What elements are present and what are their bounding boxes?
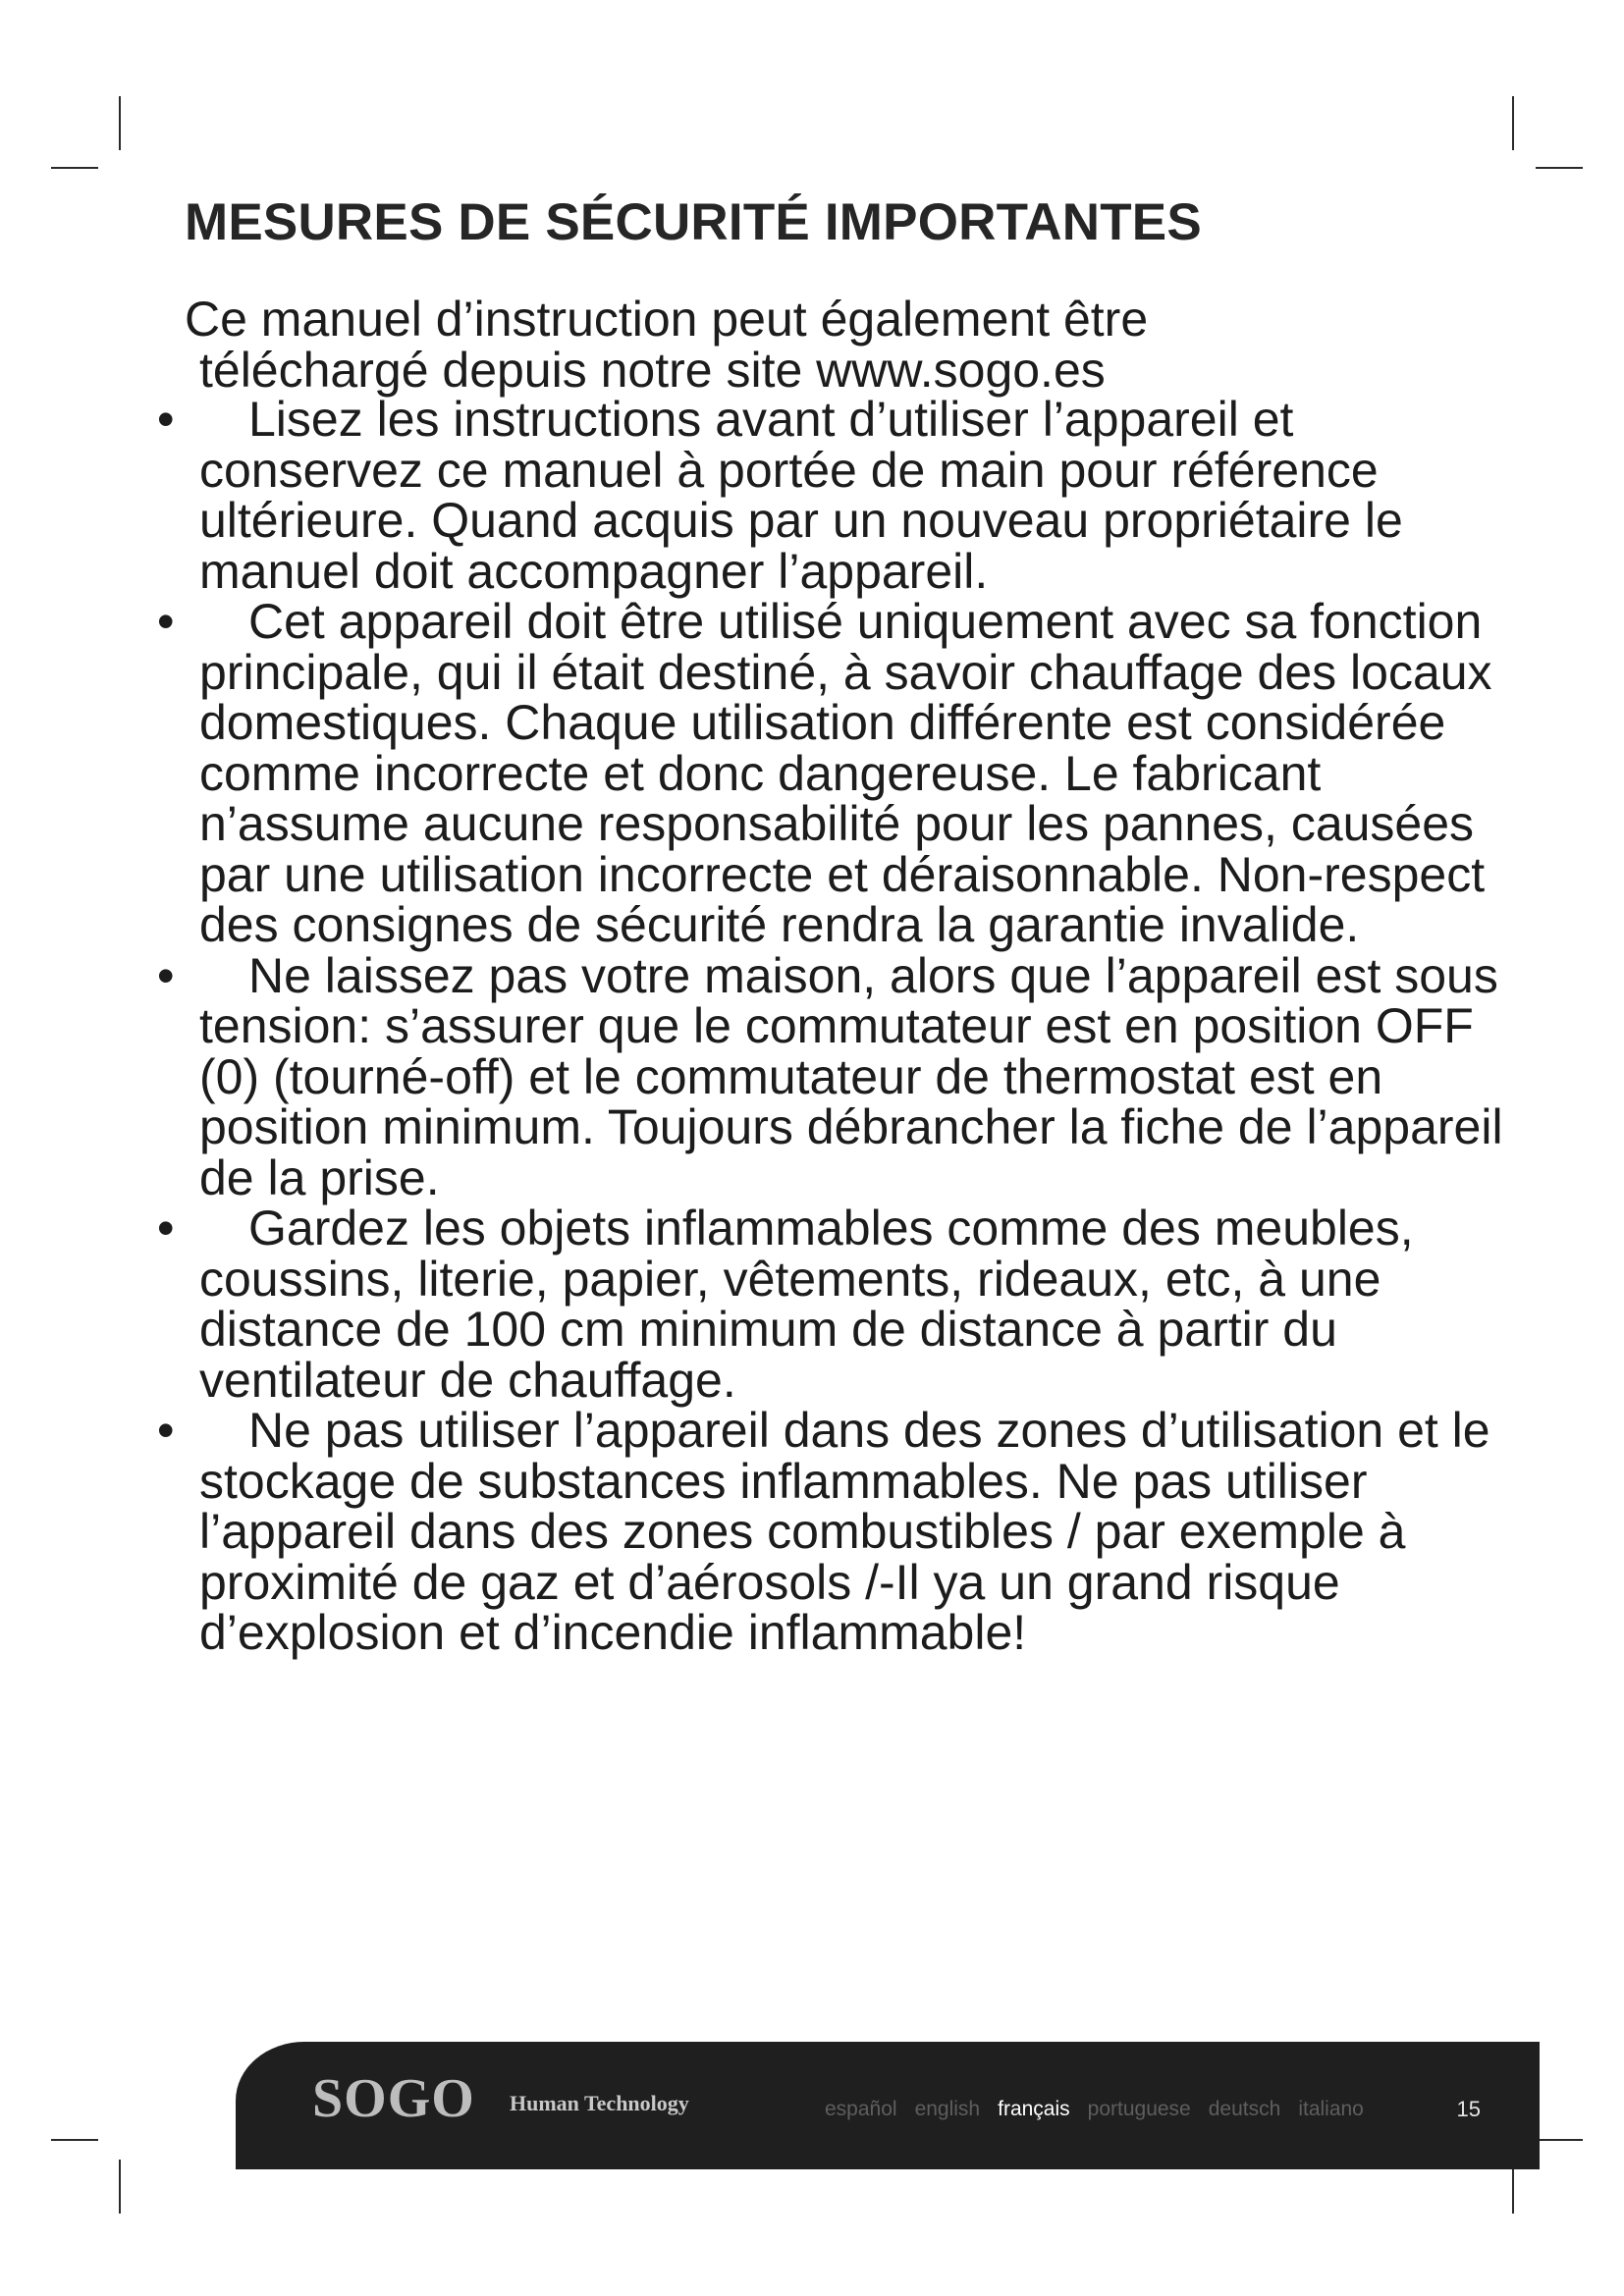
list-item: [0, 1203, 1505, 1406]
language-portuguese[interactable]: portuguese: [1087, 2098, 1191, 2120]
language-list: [825, 2098, 1381, 2121]
bullet-icon: •: [157, 947, 175, 1003]
list-item: [0, 392, 1505, 599]
footer-band: [236, 2042, 1540, 2169]
intro-line-1: Ce manuel d’instruction peut également être: [185, 292, 1149, 347]
language-deutsch[interactable]: deutsch: [1208, 2098, 1281, 2120]
list-item-text: Lisez les instructions avant d’utiliser l’appareil et conservez ce manuel à portée de main pour référence ultérieure. Quand acquis par un nouveau propriétaire le manuel doit accompagner l’appareil.: [199, 392, 1403, 599]
intro-paragraph: [185, 294, 1461, 396]
page-number: 15: [1456, 2097, 1481, 2121]
crop-mark-top-left-horizontal: [51, 167, 98, 169]
bullet-icon: •: [157, 1403, 175, 1458]
list-item: [0, 947, 1505, 1205]
list-item: [0, 594, 1505, 952]
crop-mark-top-right-horizontal: [1536, 167, 1583, 169]
language-italiano[interactable]: italiano: [1298, 2098, 1364, 2120]
crop-mark-top-left-vertical: [119, 96, 121, 150]
bullet-icon: •: [157, 1201, 175, 1255]
list-item-text: Ne laissez pas votre maison, alors que l’appareil est sous tension: s’assurer que le commutateur est en position OFF (0) (tourné-off) et le commutateur de thermostat est en position minimum. Toujours débrancher la fiche de l’appareil de la prise.: [199, 947, 1503, 1205]
language-english[interactable]: english: [914, 2098, 981, 2120]
crop-mark-bottom-left-vertical: [119, 2160, 121, 2214]
crop-mark-top-right-vertical: [1512, 96, 1514, 150]
safety-list: [0, 392, 1505, 1660]
page-title: MESURES DE SÉCURITÉ IMPORTANTES: [185, 193, 1202, 251]
bullet-icon: •: [157, 392, 175, 447]
crop-mark-bottom-right-horizontal: [1536, 2139, 1583, 2141]
intro-line-2: téléchargé depuis notre site www.sogo.es: [199, 342, 1106, 398]
list-item-text: Ne pas utiliser l’appareil dans des zones d’utilisation et le stockage de substances inflammables. Ne pas utiliser l’appareil dans des zones combustibles / par exemple à proximité de gaz et d’aérosols /-Il ya un grand risque d’explosion et d’incendie inflammable!: [199, 1403, 1490, 1660]
brand-logo: SOGO: [312, 2068, 475, 2129]
crop-mark-bottom-left-horizontal: [51, 2139, 98, 2141]
list-item-text: Cet appareil doit être utilisé uniquement avec sa fonction principale, qui il était destiné, à savoir chauffage des locaux domestiques. Chaque utilisation différente est considérée comme incorrecte et donc dangereuse. Le fabricant n’assume aucune responsabilité pour les pannes, causées par une utilisation incorrecte et déraisonnable. Non-respect des consignes de sécurité rendra la garantie invalide.: [199, 594, 1492, 952]
language-espanol[interactable]: español: [825, 2098, 897, 2120]
bullet-icon: •: [157, 594, 175, 649]
language-francais[interactable]: français: [998, 2098, 1070, 2120]
list-item: [0, 1403, 1505, 1660]
brand-tagline: Human Technology: [510, 2091, 689, 2115]
list-item-text: Gardez les objets inflammables comme des meubles, coussins, literie, papier, vêtements, rideaux, etc, à une distance de 100 cm minimum de distance à partir du ventilateur de chauffage.: [199, 1201, 1414, 1408]
